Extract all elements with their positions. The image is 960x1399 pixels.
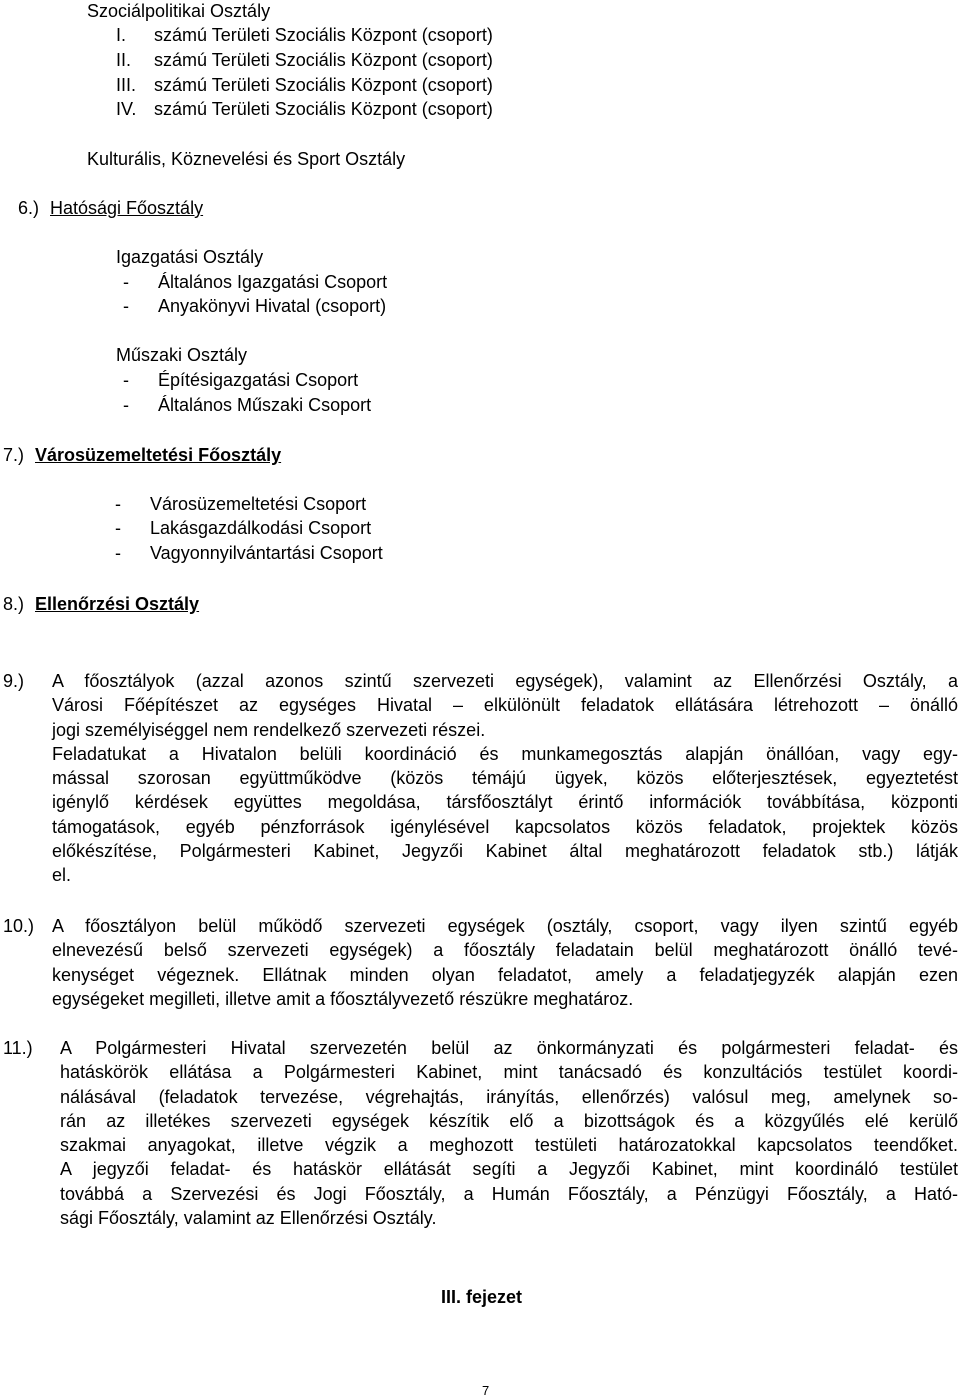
text-line: nálásával (feladatok tervezése, végrehajtás, irányítás, ellenőrzés) valósul meg, amelynek so- bbox=[60, 1086, 958, 1107]
text-line: A főosztályok (azzal azonos szintű szervezeti egységek), valamint az Ellenőrzési Osztály, a bbox=[52, 671, 958, 691]
kult-title: Kulturális, Köznevelési és Sport Osztály bbox=[87, 149, 406, 169]
text-line: szakmai anyagokat, illetve végzik a meghozott testületi határozatokkal kapcsolatos teendőket. bbox=[60, 1135, 958, 1156]
szoc-item-num: IV. bbox=[116, 99, 137, 119]
text-line: egységeket megilleti, illetve amit a főosztályvezető részükre meghatároz. bbox=[52, 988, 634, 1009]
text-line: A főosztályon belül működő szervezeti egységek (osztály, csoport, vagy ilyen szintű egyéb bbox=[52, 916, 958, 936]
list-dash: - bbox=[123, 370, 129, 390]
text-line: jogi személyiséggel nem rendelkező szervezeti részei. bbox=[52, 719, 486, 740]
section11-paragraph bbox=[60, 1036, 958, 1230]
musz-item: Építésigazgatási Csoport bbox=[158, 370, 359, 390]
list-dash: - bbox=[115, 518, 121, 538]
section7-item: Városüzemeltetési Csoport bbox=[150, 494, 367, 514]
section7-num: 7.) bbox=[3, 445, 25, 465]
section10-num: 10.) bbox=[3, 916, 35, 936]
szoc-item-text: számú Területi Szociális Központ (csoport) bbox=[154, 25, 493, 45]
szoc-item-text: számú Területi Szociális Központ (csoport) bbox=[154, 99, 493, 119]
text-line: rán az illetékes szervezeti egységek készítik elő a bizottságok és a közgyűlés elé kerülő bbox=[60, 1110, 958, 1131]
szoc-item-text: számú Területi Szociális Központ (csoport) bbox=[154, 50, 493, 70]
section9-paragraph bbox=[52, 669, 958, 888]
szoc-title: Szociálpolitikai Osztály bbox=[87, 1, 271, 21]
szoc-item-num: III. bbox=[116, 75, 137, 95]
text-line: sági Főosztály, valamint az Ellenőrzési Osztály. bbox=[60, 1208, 437, 1229]
musz-item: Általános Műszaki Csoport bbox=[158, 395, 372, 415]
text-line: továbbá a Szervezési és Jogi Főosztály, a Humán Főosztály, a Pénzügyi Főosztály, a Ható- bbox=[60, 1183, 958, 1204]
list-dash: - bbox=[115, 543, 121, 563]
list-dash: - bbox=[123, 395, 129, 415]
text-line: A jegyzői feladat- és hatáskör ellátását segíti a Jegyzői Kabinet, mint koordináló testület bbox=[60, 1159, 958, 1180]
list-dash: - bbox=[123, 272, 129, 292]
section6-title: Hatósági Főosztály bbox=[50, 198, 204, 218]
section7-item: Vagyonnyilvántartási Csoport bbox=[150, 543, 383, 563]
text-line: igénylő kérdések együttes megoldása, társfőosztályt érintő információk továbbítása, központi bbox=[52, 792, 958, 813]
section7-title: Városüzemeltetési Főosztály bbox=[35, 445, 282, 465]
text-line: elnevezésű belső szervezeti egységek) a főosztály feladatain belül meghatározott önálló tevé- bbox=[52, 940, 958, 961]
section8-num: 8.) bbox=[3, 594, 25, 614]
musz-title: Műszaki Osztály bbox=[116, 345, 248, 365]
section7-item: Lakásgazdálkodási Csoport bbox=[150, 518, 372, 538]
text-line: előkészítése, Polgármesteri Kabinet, Jegyzői Kabinet által meghatározott feladatok stb.) látják bbox=[52, 841, 958, 862]
szoc-item-num: II. bbox=[116, 50, 132, 70]
chapter-heading: III. fejezet bbox=[441, 1287, 523, 1307]
igazg-item: Anyakönyvi Hivatal (csoport) bbox=[158, 296, 387, 316]
text-line: Feladatukat a Hivatalon belüli koordináció és munkamegosztás alapján önállóan, vagy egy- bbox=[52, 743, 958, 764]
text-line: kenységet végeznek. Ellátnak minden olyan feladatot, amely a feladatjegyzék alapján ezen bbox=[52, 964, 958, 985]
text-line: Városi Főépítészet az egységes Hivatal – elkülönült feladatok ellátására létrehozott – önálló bbox=[52, 695, 958, 716]
section8-title: Ellenőrzési Osztály bbox=[35, 594, 200, 614]
text-line: A Polgármesteri Hivatal szervezetén belül az önkormányzati és polgármesteri feladat- és bbox=[60, 1038, 958, 1058]
szoc-item-num: I. bbox=[116, 25, 127, 45]
igazg-item: Általános Igazgatási Csoport bbox=[158, 272, 388, 292]
text-line: hatáskörök ellátása a Polgármesteri Kabinet, mint tanácsadó és konzultációs testület koordi- bbox=[60, 1062, 958, 1083]
text-line: mással szorosan együttműködve (közös témájú ügyek, közös előterjesztések, egyeztetést bbox=[52, 768, 958, 789]
list-dash: - bbox=[115, 494, 121, 514]
text-line: el. bbox=[52, 865, 72, 886]
section10-paragraph bbox=[52, 914, 958, 1011]
igazg-title: Igazgatási Osztály bbox=[116, 247, 264, 267]
section11-num: 11.) bbox=[3, 1038, 33, 1058]
page-number: 7 bbox=[482, 1383, 490, 1398]
list-dash: - bbox=[123, 296, 129, 316]
text-line: támogatások, egyéb pénzforrások igénylésével kapcsolatos közös feladatok, projektek közös bbox=[52, 816, 958, 837]
szoc-item-text: számú Területi Szociális Központ (csoport) bbox=[154, 75, 493, 95]
section6-num: 6.) bbox=[18, 198, 40, 218]
section9-num: 9.) bbox=[3, 671, 25, 691]
